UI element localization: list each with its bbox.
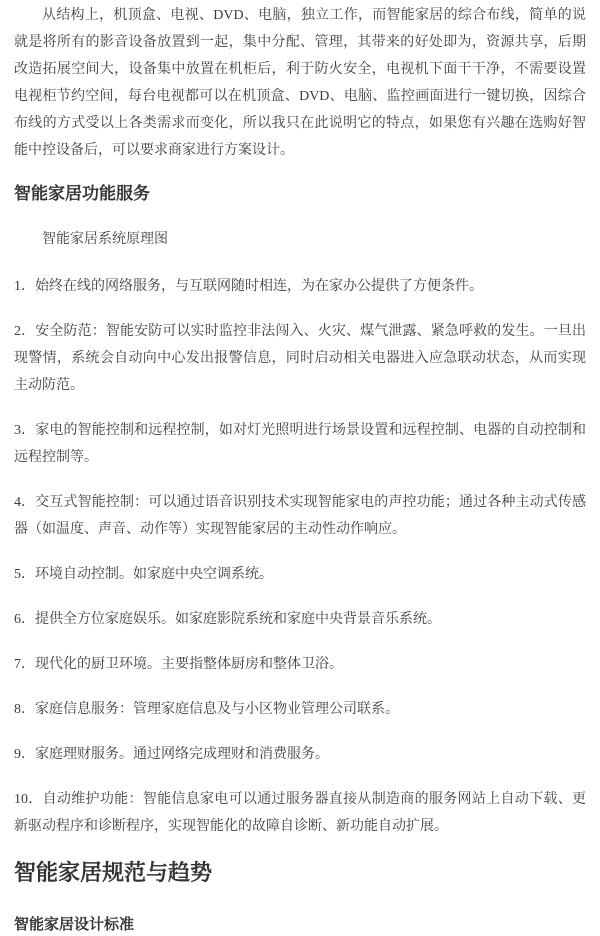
figure-caption: 智能家居系统原理图 (42, 232, 168, 247)
feature-item-10: 10．自动维护功能：智能信息家电可以通过服务器直接从制造商的服务网站上自动下载、更新驱动程序和诊断程序，实现智能化的故障自诊断、新功能自动扩展。 (14, 792, 586, 834)
feature-item-8: 8．家庭信息服务：管理家庭信息及与小区物业管理公司联系。 (14, 702, 399, 717)
section-heading-functions: 智能家居功能服务 (14, 184, 150, 203)
feature-item-1: 1．始终在线的网络服务，与互联网随时相连，为在家办公提供了方便条件。 (14, 279, 483, 294)
feature-item-6: 6．提供全方位家庭娱乐。如家庭影院系统和家庭中央背景音乐系统。 (14, 612, 441, 627)
feature-item-2: 2．安全防范：智能安防可以实时监控非法闯入、火灾、煤气泄露、紧急呼救的发生。一旦出现警情，系统会自动向中心发出报警信息，同时启动相关电器进入应急联动状态，从而实现主动防范。 (14, 324, 586, 393)
feature-item-4: 4．交互式智能控制：可以通过语音识别技术实现智能家电的声控功能；通过各种主动式传感器（如温度、声音、动作等）实现智能家居的主动性动作响应。 (14, 495, 586, 537)
feature-item-9: 9．家庭理财服务。通过网络完成理财和消费服务。 (14, 747, 329, 762)
section-heading-trends: 智能家居规范与趋势 (14, 860, 213, 885)
feature-item-3: 3．家电的智能控制和远程控制，如对灯光照明进行场景设置和远程控制、电器的自动控制和远程控制等。 (14, 423, 586, 465)
feature-item-5: 5．环境自动控制。如家庭中央空调系统。 (14, 567, 273, 582)
subsection-heading-design-standard: 智能家居设计标准 (14, 917, 135, 933)
feature-item-7: 7．现代化的厨卫环境。主要指整体厨房和整体卫浴。 (14, 657, 343, 672)
intro-paragraph: 从结构上，机顶盒、电视、DVD、电脑，独立工作，而智能家居的综合布线，简单的说就是将所有的影音设备放置到一起，集中分配、管理，其带来的好处即为，资源共享，后期改造拓展空间大，设备集中放置在机柜后，利于防火安全，电视机下面干干净，不需要设置电视柜节约空间，每台电视都可以在机顶盒、DVD、电脑、监控画面进行一键切换，因综合布线的方式受以上各类需求而变化，所以我只在此说明它的特点，如果您有兴趣在选购好智能中控设备后，可以要求商家进行方案设计。 (14, 8, 586, 158)
